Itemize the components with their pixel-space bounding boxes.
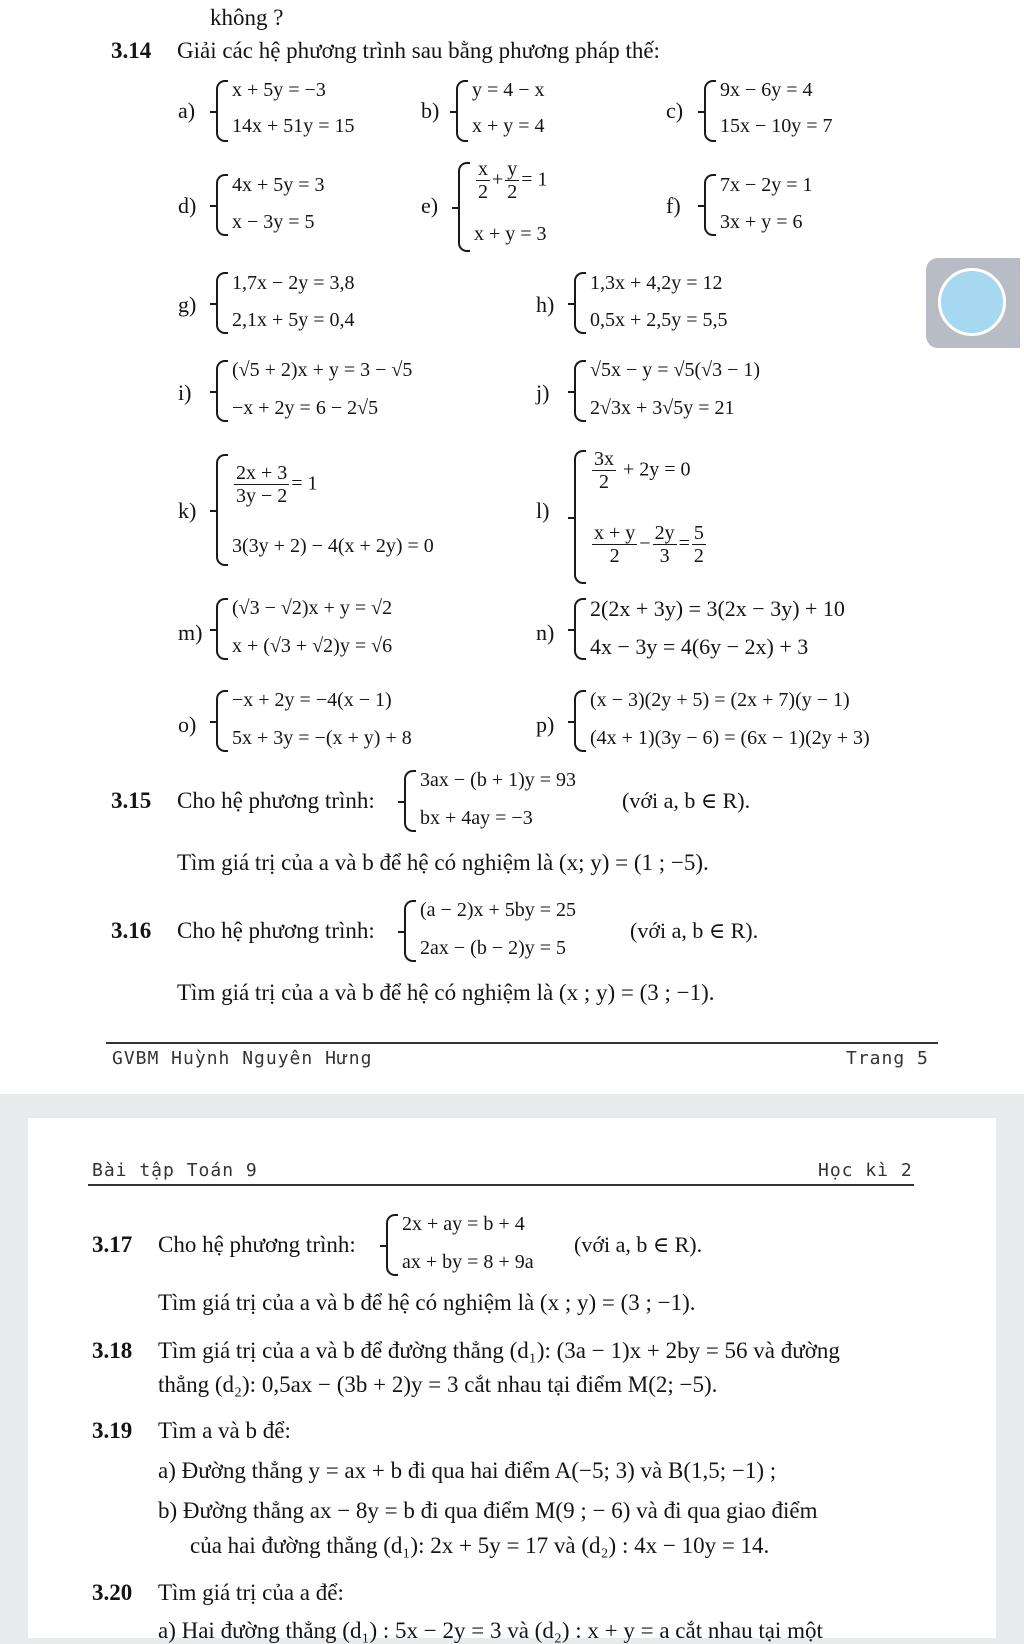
- footer-author: GVBM Huỳnh Nguyên Hưng: [112, 1048, 373, 1069]
- equation: −x + 2y = −4(x − 1): [232, 689, 392, 711]
- equation: 4x + 5y = 3: [232, 174, 325, 196]
- problem-number: 3.15: [111, 788, 152, 813]
- brace: [216, 272, 228, 334]
- numerator: x: [478, 158, 488, 180]
- brace: [458, 162, 470, 252]
- equation: 3ax − (b + 1)y = 93: [420, 769, 577, 791]
- brace: [574, 450, 586, 584]
- problem-number: 3.17: [92, 1232, 133, 1257]
- denominator: 2: [609, 545, 620, 567]
- brace: [216, 80, 228, 142]
- equation: 0,5x + 2,5y = 5,5: [590, 309, 728, 331]
- equation-system: [216, 686, 476, 754]
- problem-title: Tìm a và b để:: [158, 1418, 291, 1443]
- equation: x + y = 4: [472, 115, 545, 137]
- sub-problem: của hai đường thẳng (d₁): 2x + 5y = 17 và (d₂) : 4x − 10y = 14.: [190, 1533, 770, 1558]
- equation: [590, 522, 708, 568]
- brace: [216, 360, 228, 422]
- equation: 5x + 3y = −(x + y) + 8: [232, 727, 412, 749]
- equation: 3x + y = 6: [720, 211, 803, 233]
- problem-task: Tìm giá trị của a và b để hệ có nghiệm là (x; y) = (1 ; −5).: [177, 850, 709, 875]
- equation: 1,7x − 2y = 3,8: [232, 272, 355, 294]
- problem-number: 3.20: [92, 1580, 133, 1605]
- problem-text: thẳng (d₂): 0,5ax − (3b + 2)y = 3 cắt nhau tại điểm M(2; −5).: [158, 1372, 718, 1397]
- problem-title: Tìm giá trị của a để:: [158, 1580, 344, 1605]
- equation: bx + 4ay = −3: [420, 807, 533, 829]
- problem-number: 3.19: [92, 1418, 133, 1443]
- equation: 2(2x + 3y) = 3(2x − 3y) + 10: [590, 596, 845, 621]
- brace: [574, 598, 586, 660]
- equation-system: [216, 268, 416, 336]
- equation: 15x − 10y = 7: [720, 115, 833, 137]
- sub-problem: b) Đường thẳng ax − 8y = b đi qua điểm M(9 ; − 6) và đi qua giao điểm: [158, 1498, 818, 1523]
- brace: [216, 174, 228, 236]
- brace: [704, 174, 716, 236]
- problem-number: 3.18: [92, 1338, 133, 1363]
- equation-system: [574, 448, 774, 584]
- equation-system: [216, 170, 396, 238]
- problem-intro: Cho hệ phương trình:: [158, 1232, 356, 1257]
- assistive-touch-icon: [938, 268, 1006, 336]
- sub-problem: a) Đường thẳng y = ax + b đi qua hai điểm A(−5; 3) và B(1,5; −1) ;: [158, 1458, 777, 1483]
- sub-label: e): [421, 193, 439, 218]
- equation: 2ax − (b − 2)y = 5: [420, 937, 567, 959]
- fraction: [692, 522, 706, 568]
- sub-label: i): [178, 380, 192, 405]
- equation: (√3 − √2)x + y = √2: [232, 597, 393, 619]
- equation: [474, 158, 548, 204]
- equation: 3(3y + 2) − 4(x + 2y) = 0: [232, 535, 434, 557]
- equation-system: [574, 686, 934, 754]
- sub-label: g): [178, 292, 197, 317]
- sub-label: f): [666, 193, 681, 218]
- footer-rule: [106, 1042, 938, 1044]
- equation: √5x − y = √5(√3 − 1): [590, 359, 761, 381]
- numerator: x + y: [594, 522, 636, 544]
- brace: [216, 454, 228, 566]
- sub-label: m): [178, 620, 203, 645]
- sub-label: b): [421, 98, 440, 123]
- denominator: 2: [507, 181, 518, 203]
- equation: 9x − 6y = 4: [720, 79, 813, 101]
- equation-rhs: + 2y = 0: [623, 458, 691, 481]
- denominator: 2: [693, 545, 704, 567]
- fraction: [653, 522, 677, 568]
- equation-system: [704, 76, 894, 144]
- equation-system: [216, 76, 396, 144]
- denominator: 3: [659, 545, 670, 567]
- operator: =: [678, 532, 690, 555]
- problem-text: Tìm giá trị của a và b để đường thẳng (d₁): (3a − 1)x + 2by = 56 và đường: [158, 1338, 840, 1363]
- numerator: 2y: [654, 522, 675, 544]
- sub-label: j): [536, 380, 550, 405]
- fraction: [592, 448, 616, 494]
- equation: x + 5y = −3: [232, 79, 326, 101]
- equation-system: [404, 766, 614, 834]
- sub-label: l): [536, 498, 550, 523]
- equation: ax + by = 8 + 9a: [402, 1251, 534, 1273]
- fraction: [505, 158, 519, 204]
- equation: (√5 + 2)x + y = 3 − √5: [232, 359, 413, 381]
- equation: (a − 2)x + 5by = 25: [420, 899, 577, 921]
- fraction: [592, 522, 637, 568]
- equation: 2x + ay = b + 4: [402, 1213, 525, 1235]
- sub-label: o): [178, 712, 197, 737]
- equation: x + y = 3: [474, 223, 547, 245]
- equation: [590, 448, 691, 494]
- operator: +: [492, 168, 504, 191]
- operator: −: [639, 532, 651, 555]
- header-semester: Học kì 2: [818, 1160, 913, 1181]
- equation: 14x + 51y = 15: [232, 115, 355, 137]
- brace: [456, 80, 468, 142]
- sub-label: n): [536, 620, 555, 645]
- problem-task: Tìm giá trị của a và b để hệ có nghiệm là (x ; y) = (3 ; −1).: [177, 980, 715, 1005]
- equation-rhs: = 1: [521, 168, 548, 191]
- condition-text: (với a, b ∈ R).: [622, 788, 751, 813]
- denominator: 3y − 2: [236, 485, 288, 507]
- equation: x + (√3 + √2)y = √6: [232, 635, 393, 657]
- floating-assistive-button[interactable]: [926, 258, 1020, 348]
- problem-number: 3.14: [111, 38, 152, 63]
- brace: [216, 690, 228, 752]
- equation-system: [458, 158, 608, 252]
- problem-title: Giải các hệ phương trình sau bằng phương pháp thế:: [177, 38, 660, 63]
- continuation-text: không ?: [210, 5, 284, 30]
- brace: [574, 690, 586, 752]
- equation-system: [574, 268, 794, 336]
- header-rule: [88, 1184, 914, 1186]
- equation-system: [386, 1210, 576, 1278]
- footer-page-number: Trang 5: [846, 1048, 929, 1069]
- problem-intro: Cho hệ phương trình:: [177, 918, 375, 943]
- fraction: [476, 158, 490, 204]
- sub-label: d): [178, 193, 197, 218]
- equation-system: [216, 594, 476, 662]
- equation-system: [404, 896, 614, 964]
- numerator: 3x: [594, 448, 614, 470]
- condition-text: (với a, b ∈ R).: [630, 918, 759, 943]
- header-subject: Bài tập Toán 9: [92, 1160, 258, 1181]
- equation: 1,3x + 4,2y = 12: [590, 272, 723, 294]
- equation-system: [574, 356, 834, 424]
- problem-intro: Cho hệ phương trình:: [177, 788, 375, 813]
- equation: 7x − 2y = 1: [720, 174, 813, 196]
- equation-system: [574, 594, 914, 662]
- brace: [216, 598, 228, 660]
- brace: [404, 770, 416, 832]
- denominator: 2: [478, 181, 488, 203]
- brace: [574, 272, 586, 334]
- denominator: 2: [599, 471, 609, 493]
- fraction: [234, 462, 289, 508]
- equation-system: [216, 448, 496, 568]
- brace: [574, 360, 586, 422]
- brace: [404, 900, 416, 962]
- numerator: 2x + 3: [236, 462, 288, 484]
- problem-task: Tìm giá trị của a và b để hệ có nghiệm là (x ; y) = (3 ; −1).: [158, 1290, 696, 1315]
- equation: x − 3y = 5: [232, 211, 315, 233]
- brace: [704, 80, 716, 142]
- equation: [232, 462, 318, 508]
- equation: 4x − 3y = 4(6y − 2x) + 3: [590, 634, 809, 659]
- equation-system: [704, 170, 884, 238]
- numerator: y: [507, 158, 518, 180]
- equation: 2,1x + 5y = 0,4: [232, 309, 355, 331]
- sub-label: h): [536, 292, 555, 317]
- equation: −x + 2y = 6 − 2√5: [232, 397, 379, 419]
- equation: 2√3x + 3√5y = 21: [590, 397, 735, 419]
- equation: (4x + 1)(3y − 6) = (6x − 1)(2y + 3): [590, 727, 870, 749]
- equation-system: [216, 356, 476, 424]
- numerator: 5: [693, 522, 704, 544]
- problem-number: 3.16: [111, 918, 152, 943]
- sub-label: c): [666, 98, 684, 123]
- sub-label: a): [178, 98, 196, 123]
- sub-problem: a) Hai đường thẳng (d₁) : 5x − 2y = 3 và (d₂) : x + y = a cắt nhau tại một: [158, 1618, 823, 1643]
- sub-label: p): [536, 712, 555, 737]
- sub-label: k): [178, 498, 197, 523]
- condition-text: (với a, b ∈ R).: [574, 1232, 703, 1257]
- equation: y = 4 − x: [472, 79, 545, 101]
- brace: [386, 1214, 398, 1276]
- equation: (x − 3)(2y + 5) = (2x + 7)(y − 1): [590, 689, 850, 711]
- equation-rhs: = 1: [291, 472, 318, 495]
- equation-system: [456, 76, 606, 144]
